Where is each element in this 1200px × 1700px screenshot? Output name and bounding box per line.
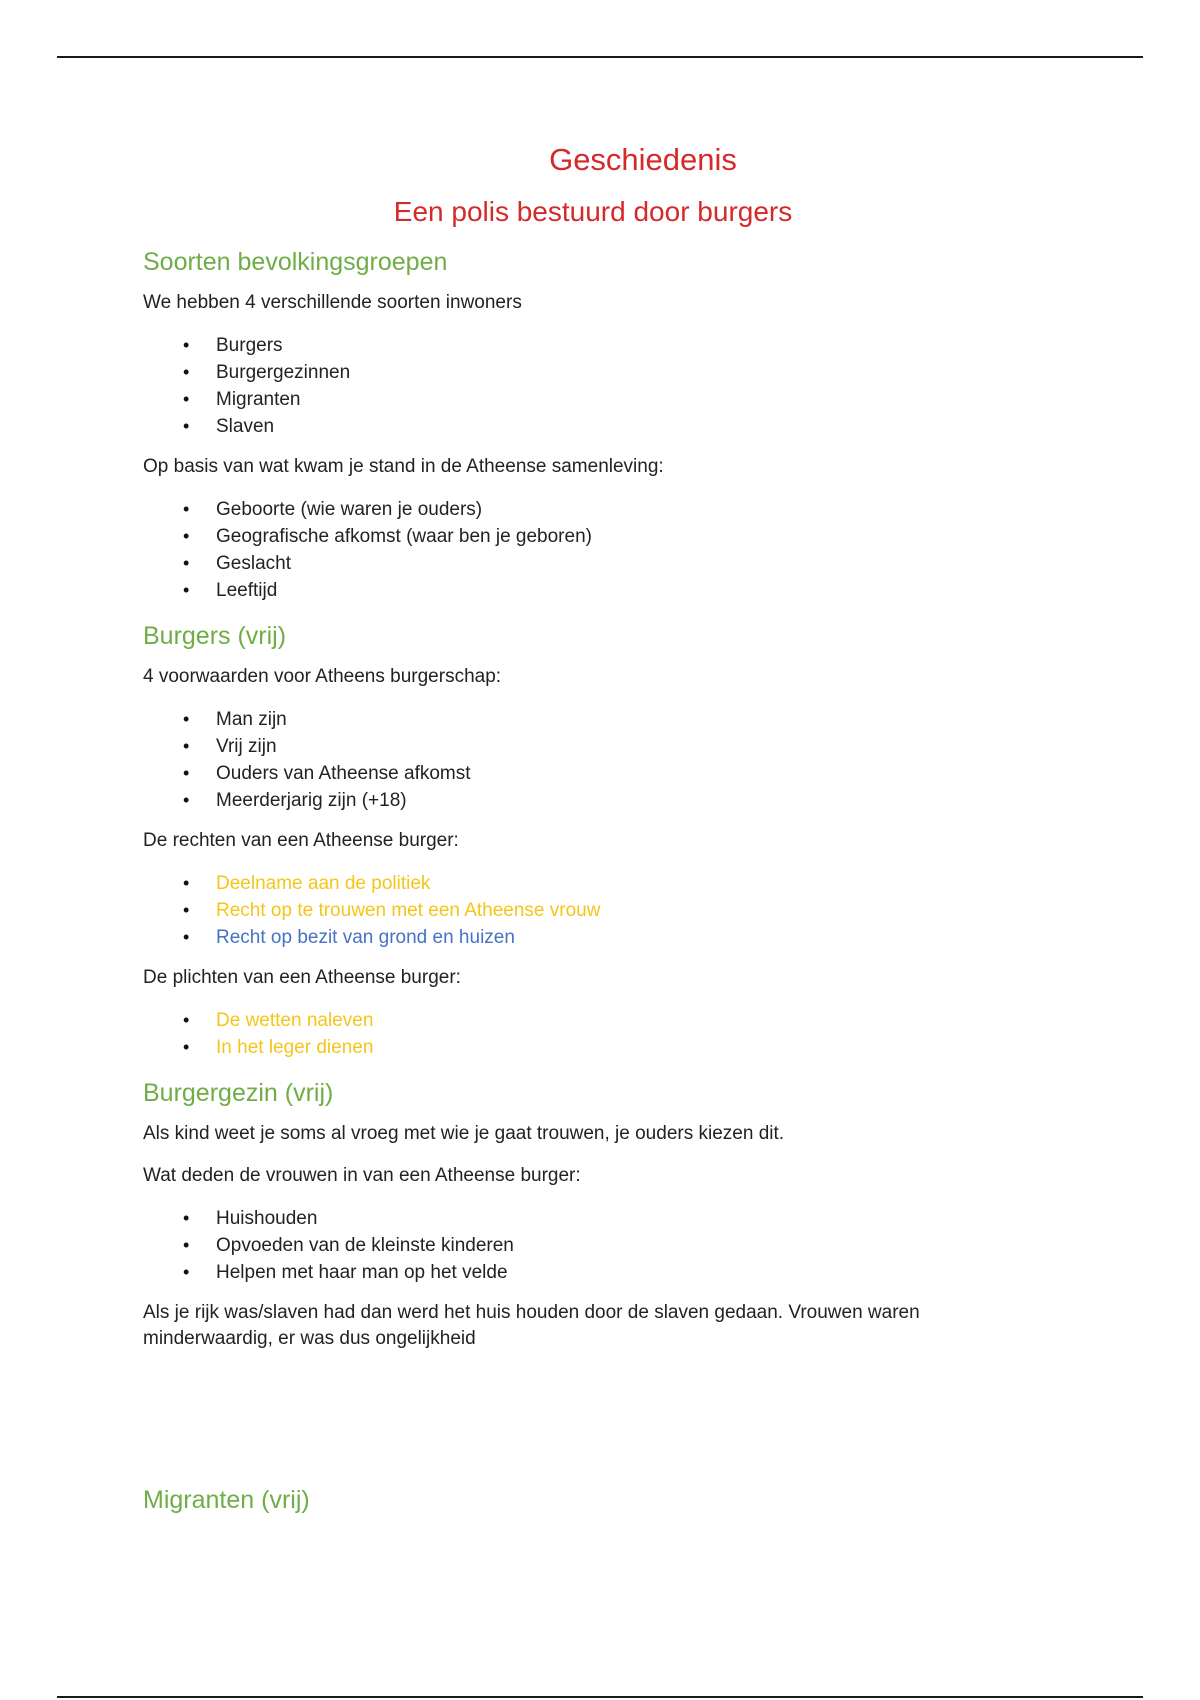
bullet-icon: • [183,1208,190,1228]
document-page [143,140,1043,1528]
bullet-icon: • [183,790,190,810]
list-item [143,787,1043,814]
bullet-icon: • [183,873,190,893]
paragraph-stand-intro: Op basis van wat kwam je stand in de Atheense samenleving: [143,456,664,477]
top-rule [57,56,1143,58]
list-item-text: Burgers [216,335,283,356]
list-item [143,496,1043,523]
list-item-text: Recht op te trouwen met een Atheense vrouw [216,900,601,921]
list-item [143,1034,1043,1061]
list-plichten [143,1007,1043,1061]
list-item-text: Meerderjarig zijn (+18) [216,790,407,811]
list-item [143,760,1043,787]
list-item [143,413,1043,440]
list-item-text: In het leger dienen [216,1037,374,1058]
list-item [143,1259,1043,1286]
list-voorwaarden [143,706,1043,814]
paragraph-voorwaarden-intro: 4 voorwaarden voor Atheens burgerschap: [143,666,502,687]
list-soorten [143,332,1043,440]
list-item-text: Vrij zijn [216,736,277,757]
list-item [143,332,1043,359]
list-item-text: Migranten [216,389,301,410]
list-item [143,523,1043,550]
list-vrouwen-taken [143,1205,1043,1286]
bullet-icon: • [183,1235,190,1255]
paragraph-burgergezin-2: Wat deden de vrouwen in van een Atheense burger: [143,1165,581,1186]
list-item-text: De wetten naleven [216,1010,374,1031]
heading-soorten: Soorten bevolkingsgroepen [143,248,448,276]
bullet-icon: • [183,1262,190,1282]
list-item [143,577,1043,604]
bullet-icon: • [183,362,190,382]
list-item [143,706,1043,733]
bullet-icon: • [183,553,190,573]
list-item [143,870,1043,897]
list-rechten [143,870,1043,951]
bullet-icon: • [183,927,190,947]
bullet-icon: • [183,526,190,546]
paragraph-plichten-intro: De plichten van een Atheense burger: [143,967,461,988]
list-item-text: Slaven [216,416,275,437]
bullet-icon: • [183,580,190,600]
list-item [143,359,1043,386]
list-item-text: Geboorte (wie waren je ouders) [216,499,483,520]
paragraph-soorten-intro: We hebben 4 verschillende soorten inwoners [143,292,522,313]
paragraph-burgergezin-3: Als je rijk was/slaven had dan werd het huis houden door de slaven gedaan. Vrouwen waren minderwaardig, er was dus ongelijkheid [143,1302,920,1349]
list-item-text: Recht op bezit van grond en huizen [216,927,515,948]
list-item [143,1232,1043,1259]
page-spacer [143,1368,1043,1468]
bullet-icon: • [183,736,190,756]
bullet-icon: • [183,763,190,783]
list-item [143,733,1043,760]
heading-burgers: Burgers (vrij) [143,622,287,650]
document-title: Geschiedenis [549,142,737,177]
list-item-text: Huishouden [216,1208,318,1229]
list-item [143,924,1043,951]
paragraph-burgergezin-1: Als kind weet je soms al vroeg met wie je gaat trouwen, je ouders kiezen dit. [143,1123,785,1144]
bottom-rule [57,1696,1143,1698]
list-item-text: Burgergezinnen [216,362,351,383]
list-item-text: Ouders van Atheense afkomst [216,763,471,784]
list-stand [143,496,1043,604]
bullet-icon: • [183,389,190,409]
bullet-icon: • [183,1037,190,1057]
bullet-icon: • [183,416,190,436]
bullet-icon: • [183,709,190,729]
list-item-text: Geslacht [216,553,291,574]
list-item [143,1007,1043,1034]
list-item-text: Opvoeden van de kleinste kinderen [216,1235,514,1256]
list-item-text: Deelname aan de politiek [216,873,431,894]
list-item [143,897,1043,924]
bullet-icon: • [183,1010,190,1030]
bullet-icon: • [183,499,190,519]
list-item-text: Man zijn [216,709,287,730]
heading-migranten: Migranten (vrij) [143,1486,310,1514]
list-item [143,1205,1043,1232]
list-item-text: Helpen met haar man op het velde [216,1262,508,1283]
list-item [143,386,1043,413]
list-item [143,550,1043,577]
list-item-text: Leeftijd [216,580,278,601]
heading-burgergezin: Burgergezin (vrij) [143,1079,334,1107]
bullet-icon: • [183,335,190,355]
list-item-text: Geografische afkomst (waar ben je geboren) [216,526,592,547]
paragraph-rechten-intro: De rechten van een Atheense burger: [143,830,459,851]
bullet-icon: • [183,900,190,920]
document-subtitle: Een polis bestuurd door burgers [393,196,793,227]
